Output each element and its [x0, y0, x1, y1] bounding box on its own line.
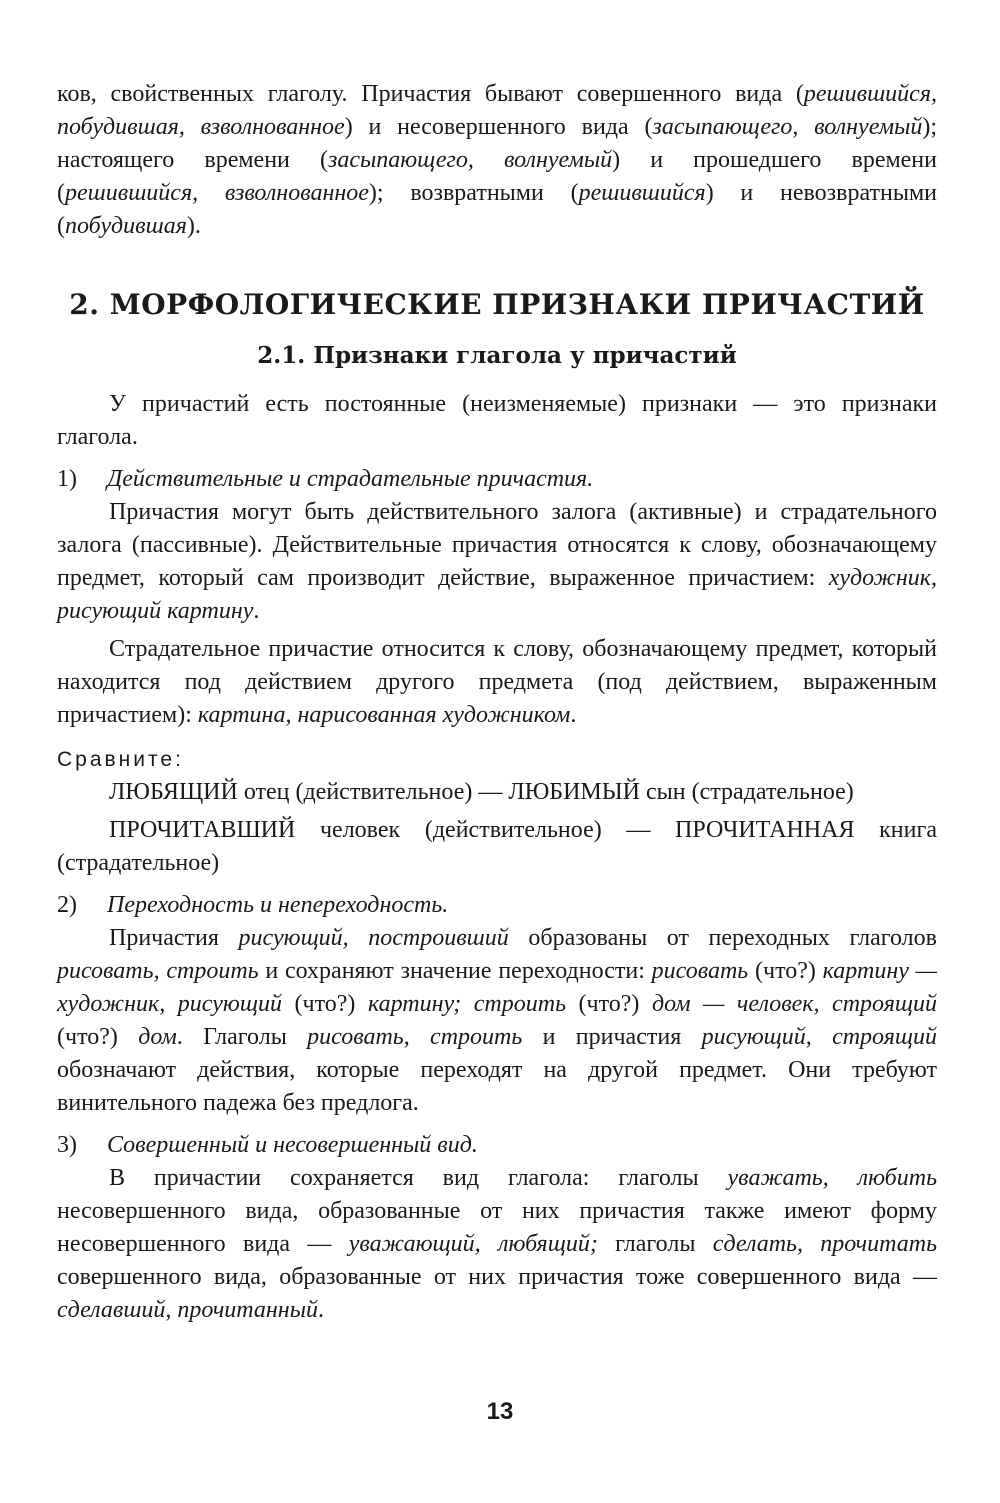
item-2-number: 2) [57, 892, 77, 918]
item-3-heading [57, 1129, 937, 1162]
item-3-title: Совершенный и несовершенный вид. [107, 1132, 478, 1158]
italic-example-text: решившийся, взволнованное [65, 180, 369, 206]
text-run: ) и невозвратными ( [57, 180, 938, 239]
text-run: ). [186, 213, 201, 239]
example-2 [57, 814, 937, 880]
text-run: несовершенного вида, образованные от них причастия также имеют форму несовершенного вида — [57, 1198, 937, 1257]
text-run: (что?) [566, 991, 652, 1017]
text-run: (что?) [57, 1024, 139, 1050]
italic-example-text: художник, рисующий картину [57, 565, 937, 624]
compare-label: Сравните: [57, 748, 184, 771]
text-run: В причастии сохраняется вид глагола: глаголы [109, 1165, 728, 1191]
italic-example-text: уважать, любить [727, 1165, 937, 1191]
italic-example-text: рисовать [651, 958, 749, 984]
text-run: глаголы [597, 1231, 713, 1257]
subsection-title: 2.1. Признаки глагола у причастий [257, 342, 737, 369]
page-number: 13 [486, 1398, 514, 1425]
lead-paragraph [57, 388, 937, 454]
text-run: и сохраняют значение переходности: [258, 958, 652, 984]
item-2-heading [57, 889, 937, 922]
item-2-paragraph-1 [57, 922, 937, 1120]
italic-example-text: сделать, прочитать [712, 1231, 937, 1257]
italic-example-text: засыпающего, волнуемый [327, 147, 613, 173]
item-2-title: Переходность и непереходность. [107, 892, 449, 918]
text-run: образованы от переходных глаголов [508, 925, 937, 951]
italic-example-text: рисующий, строящий [701, 1024, 938, 1050]
text-run: . [317, 1297, 324, 1323]
text-run: и причастия [522, 1024, 702, 1050]
italic-example-text: решившийся, побудившая, взволнованное [57, 81, 937, 140]
text-run: ) и несовершенного вида ( [344, 114, 653, 140]
item-1-heading [57, 463, 937, 496]
italic-example-text: уважающий, любящий; [348, 1231, 598, 1257]
item-1-number: 1) [57, 466, 77, 492]
text-run: . [253, 598, 260, 624]
text-run: (что?) [281, 991, 368, 1017]
intro-paragraph [57, 78, 937, 243]
item-1-title: Действительные и страдательные причастия. [107, 466, 594, 492]
italic-example-text: решившийся [578, 180, 706, 206]
text-run: ); возвратными ( [368, 180, 579, 206]
italic-example-text: картину — художник, рисующий [57, 958, 937, 1017]
italic-example-text: дом [138, 1024, 177, 1050]
text-run: обозначают действия, которые переходят на другой предмет. Они требуют винительного падежа без предлога. [57, 1057, 937, 1116]
text-run: Страдательное причастие относится к слову, обозначающему предмет, который находится под действием другого предмета (под действием, выраженным причастием): [57, 636, 937, 728]
italic-example-text: дом — человек, строящий [651, 991, 937, 1017]
item-1-paragraph-1 [57, 496, 937, 628]
section-title: 2. МОРФОЛОГИЧЕСКИЕ ПРИЗНАКИ ПРИЧАСТИЙ [69, 288, 925, 321]
text-run: ПРОЧИТАВШИЙ человек (действительное) — ПРОЧИТАННАЯ книга (страдательное) [57, 817, 937, 876]
text-run: совершенного вида, образованные от них причастия тоже совершенного вида — [57, 1264, 937, 1290]
italic-example-text: рисующий, построивший [238, 925, 509, 951]
text-run: . [570, 702, 577, 728]
italic-example-text: рисовать, строить [57, 958, 259, 984]
italic-example-text: побудившая [65, 213, 187, 239]
text-run: ЛЮБЯЩИЙ отец (действительное) — ЛЮБИМЫЙ сын (страдательное) [109, 779, 854, 805]
text-run: Причастия могут быть действительного залога (активные) и страдательного залога (пассивные). Действительные причастия относятся к слову, обозначающему предмет, который сам производит действие, выраженное причастием: [57, 499, 937, 591]
text-run: ) и прошедшего времени ( [57, 147, 937, 206]
example-1 [57, 776, 937, 809]
italic-example-text: сделавший, прочитанный [57, 1297, 318, 1323]
italic-example-text: засыпающего, волнуемый [652, 114, 923, 140]
page-content [57, 78, 937, 1327]
item-3-number: 3) [57, 1132, 77, 1158]
text-run: Причастия [109, 925, 239, 951]
item-1-paragraph-2 [57, 633, 937, 732]
text-run: ков, свойственных глаголу. Причастия бывают совершенного вида ( [57, 81, 804, 107]
text-run: У причастий есть постоянные (неизменяемые) признаки — это признаки глагола. [57, 391, 937, 450]
item-3-paragraph-1 [57, 1162, 937, 1327]
text-run: ); настоящего времени ( [57, 114, 937, 173]
italic-example-text: картину; строить [367, 991, 566, 1017]
text-run: (что?) [748, 958, 823, 984]
italic-example-text: картина, нарисованная художником [197, 702, 571, 728]
italic-example-text: рисовать, строить [307, 1024, 523, 1050]
text-run: . Глаголы [176, 1024, 308, 1050]
